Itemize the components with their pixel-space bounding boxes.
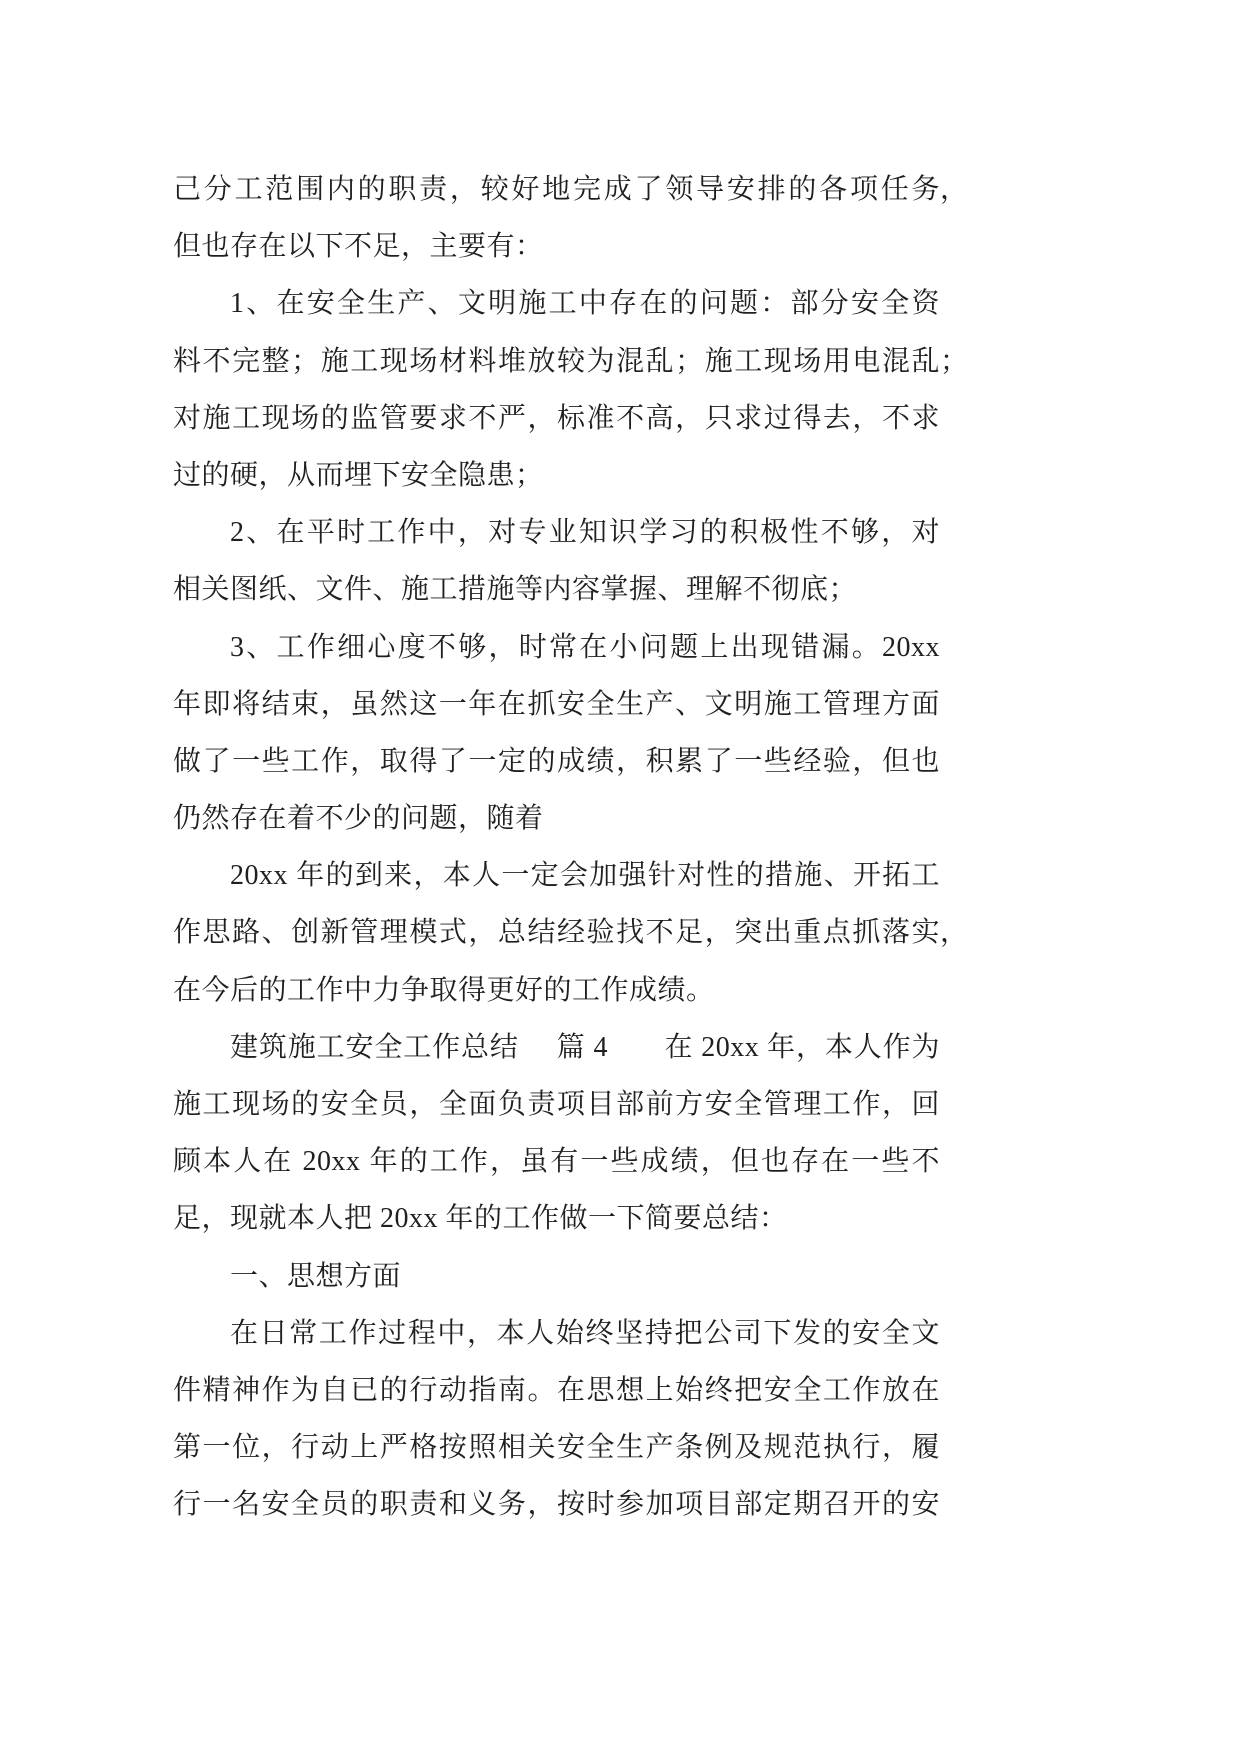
text-line: 过的硬，从而埋下安全隐患； <box>173 459 544 491</box>
document-body <box>173 161 969 1534</box>
hanging-punctuation: ， <box>940 174 969 205</box>
text-line: 足，现就本人把 20xx 年的工作做一下简要总结： <box>173 1203 788 1235</box>
hanging-punctuation: ， <box>940 917 969 949</box>
text-line: 年即将结束，虽然这一年在抓安全生产、文明施工管理方面 <box>173 688 940 720</box>
text-line: 相关图纸、文件、施工措施等内容掌握、理解不彻底； <box>173 574 858 606</box>
paragraph <box>173 847 969 1019</box>
text-line: 对施工现场的监管要求不严，标准不高，只求过得去，不求 <box>173 402 940 434</box>
text-line: 3、工作细心度不够，时常在小问题上出现错漏。20xx <box>230 631 940 663</box>
text-line: 在日常工作过程中，本人始终坚持把公司下发的安全文 <box>230 1317 940 1349</box>
text-line: 行一名安全员的职责和义务，按时参加项目部定期召开的安 <box>173 1489 940 1521</box>
hanging-punctuation: ； <box>940 345 969 377</box>
section-number: 篇 4 <box>556 1031 609 1063</box>
paragraph <box>173 1305 940 1534</box>
paragraph <box>173 161 969 275</box>
text-line: 在今后的工作中力争取得更好的工作成绩。 <box>173 974 715 1006</box>
paragraph <box>173 1019 940 1248</box>
paragraph <box>173 275 969 504</box>
paragraph <box>173 504 940 618</box>
paragraph <box>173 619 940 848</box>
text-line: 己分工范围内的职责，较好地完成了领导安排的各项任务 ， <box>173 161 940 218</box>
text-line: 顾本人在 20xx 年的工作，虽有一些成绩，但也存在一些不 <box>173 1146 940 1178</box>
text-line: 1、在安全生产、文明施工中存在的问题：部分安全资 <box>230 288 940 320</box>
text-line: 施工现场的安全员，全面负责项目部前方安全管理工作，回 <box>173 1089 940 1120</box>
paragraph <box>173 1248 940 1305</box>
text-line: 作思路、创新管理模式，总结经验找不足，突出重点抓落实 ， <box>173 904 940 961</box>
section-heading-line <box>173 1019 940 1076</box>
text-line: 但也存在以下不足，主要有： <box>173 231 544 263</box>
text-line: 2、在平时工作中，对专业知识学习的积极性不够，对 <box>230 517 940 549</box>
text-line: 件精神作为自已的行动指南。在思想上始终把安全工作放在 <box>173 1374 940 1406</box>
text-run: 在 20xx 年，本人作为 <box>664 1031 940 1063</box>
text-line: 料不完整；施工现场材料堆放较为混乱；施工现场用电混乱 ； <box>173 333 940 390</box>
section-title: 建筑施工安全工作总结 <box>230 1031 519 1063</box>
text-line: 仍然存在着不少的问题，随着 <box>173 803 544 835</box>
text-line: 第一位，行动上严格按照相关安全生产条例及规范执行，履 <box>173 1432 940 1464</box>
text-line: 做了一些工作，取得了一定的成绩，积累了一些经验，但也 <box>173 745 940 777</box>
section-heading: 一、思想方面 <box>230 1260 402 1292</box>
text-line: 20xx 年的到来，本人一定会加强针对性的措施、开拓工 <box>230 860 940 892</box>
